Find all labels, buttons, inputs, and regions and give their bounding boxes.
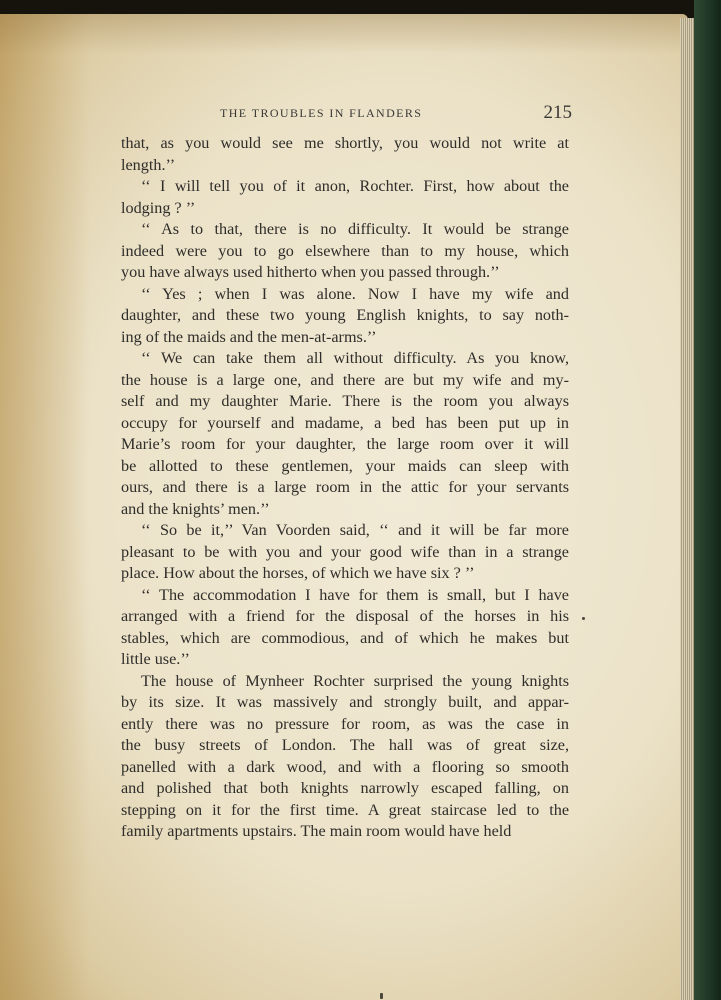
paragraph [121, 671, 569, 843]
paragraph [121, 176, 569, 219]
paragraph [121, 585, 569, 671]
paper-speck [582, 617, 585, 620]
text-line: lodging ? ’’ [121, 198, 196, 217]
text-line: The house of Mynheer Rochter surprised the young knights [141, 671, 569, 690]
text-line: that, as you would see me shortly, you would not write at [121, 134, 569, 152]
text-line: be allotted to these gentlemen, your maids can sleep with [121, 456, 569, 475]
text-line: daughter, and these two young English knights, to say noth- [121, 306, 569, 324]
text-line: the house is a large one, and there are but my wife and my- [121, 370, 569, 389]
text-line: Marie’s room for your daughter, the large room over it will [121, 435, 569, 453]
text-line: by its size. It was massively and strongly built, and appar- [121, 693, 569, 711]
text-line: length.’’ [121, 155, 176, 174]
text-line: ‘‘ The accommodation I have for them is small, but I have [141, 585, 569, 604]
text-line: family apartments upstairs. The main room would have held [121, 822, 512, 840]
text-line: panelled with a dark wood, and with a flooring so smooth [121, 757, 569, 776]
text-line: place. How about the horses, of which we have six ? ’’ [121, 564, 475, 582]
text-line: the busy streets of London. The hall was of great size, [121, 736, 569, 754]
paragraph [121, 133, 569, 176]
text-line: ‘‘ Yes ; when I was alone. Now I have my wife and [141, 284, 569, 303]
running-head: THE TROUBLES IN FLANDERS [220, 106, 423, 120]
text-line: ‘‘ We can take them all without difficulty. As you know, [141, 349, 569, 367]
paper-speck [380, 993, 383, 999]
text-line: little use.’’ [121, 650, 190, 668]
text-line: ‘‘ As to that, there is no difficulty. It would be strange [141, 220, 569, 238]
text-line: arranged with a friend for the disposal of the horses in his [121, 607, 569, 625]
text-line: and polished that both knights narrowly escaped falling, on [121, 779, 569, 797]
text-line: ently there was no pressure for room, as was the case in [121, 714, 569, 733]
text-line: indeed were you to go elsewhere than to my house, which [121, 241, 569, 260]
text-line: self and my daughter Marie. There is the room you always [121, 392, 569, 410]
text-line: stables, which are commodious, and of which he makes but [121, 628, 569, 647]
text-line: pleasant to be with you and your good wife than in a strange [121, 542, 569, 561]
text-line: and the knights’ men.’’ [121, 499, 270, 518]
paragraph [121, 520, 569, 585]
paragraph [121, 219, 569, 284]
book-cover-edge [694, 0, 721, 1000]
text-line: you have always used hitherto when you passed through.’’ [121, 263, 500, 281]
text-line: ing of the maids and the men-at-arms.’’ [121, 327, 377, 346]
text-line: occupy for yourself and madame, a bed has been put up in [121, 413, 569, 432]
page-number: 215 [543, 102, 572, 123]
text-line: ‘‘ I will tell you of it anon, Rochter. First, how about the [141, 177, 569, 195]
paragraph [121, 348, 569, 520]
body-text [121, 133, 569, 843]
text-line: ours, and there is a large room in the attic for your servants [121, 478, 569, 496]
page-header [120, 102, 572, 130]
text-line: stepping on it for the first time. A great staircase led to the [121, 800, 569, 819]
page-edges [680, 18, 694, 1000]
text-line: ‘‘ So be it,’’ Van Voorden said, ‘‘ and it will be far more [141, 521, 569, 539]
paragraph [121, 284, 569, 349]
